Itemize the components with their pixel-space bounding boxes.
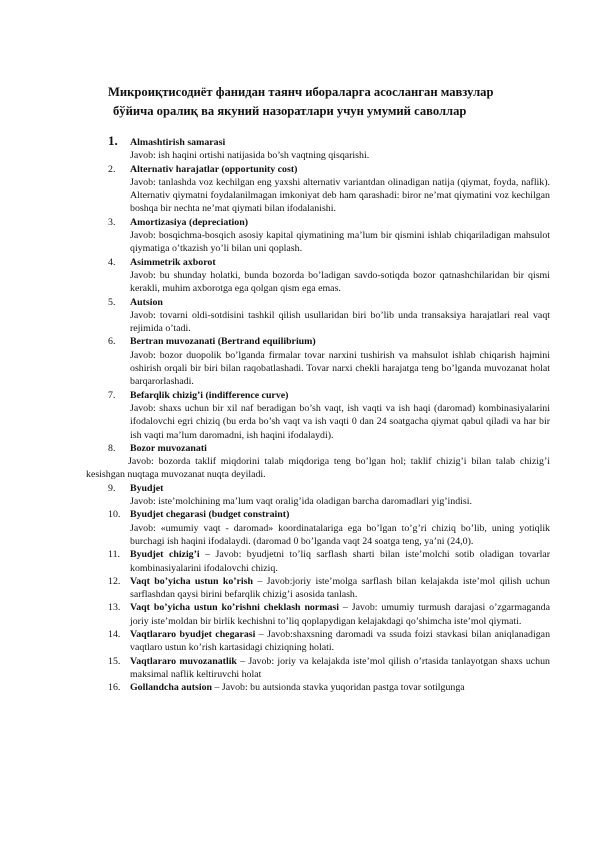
term-heading: Vaqt bo’yicha ustun ko’rishni cheklash normasi [130, 602, 340, 614]
item-number: 8. [108, 442, 116, 454]
term-answer: – Javob: bu autsionda stavka yuqoridan pastga tovar sotilgunga [212, 682, 465, 694]
term-answer: – Javob:shaxsning daromadi va ssuda foizi stavkasi bilan aniqlanadigan vaqtlaro ustun ko’rish kartasidagi chiziqning holati. [130, 628, 551, 654]
item-number: 16. [108, 682, 121, 694]
term-answer: – Javob: byudjetni to’liq sarflash sharti bilan iste’molchi sotib oladigan tovarlar kombinasiyalarini ifodalovchi chiziq. [130, 549, 550, 574]
list-item [108, 508, 550, 548]
term-answer: Javob: bozorda taklif miqdorini talab miqdoriga teng bo’lgan hol; taklif chizig’i bilan talab chizig’i kesishgan nuqtaga muvozanat nuqta deyiladi. [86, 456, 550, 481]
list-item [108, 548, 550, 575]
term-heading: Amortizasiya (depreciation) [130, 216, 249, 228]
term-heading: Befarqlik chizig’i (indifference curve) [130, 389, 289, 401]
term-heading: Alternativ harajatlar (opportunity cost) [130, 163, 298, 175]
list-item [108, 482, 550, 509]
term-heading: Bozor muvozanati [130, 442, 207, 454]
list-item [108, 628, 550, 655]
term-answer: Javob: «umumiy vaqt - daromad» koordinatalariga ega bo’lgan to’g’ri chiziq bo’lib, uning yotiqlik burchagi ish haqini ifodalaydi. (daromad 0 bo’lganda vaqt 24 soatga teng, ya’ni (24,0). [130, 522, 550, 547]
term-heading: Asimmetrik axborot [130, 256, 216, 268]
item-number: 1. [108, 133, 118, 148]
item-number: 11. [108, 549, 120, 561]
term-heading: Vaqtlararo byudjet chegarasi [130, 628, 256, 640]
list-item [108, 575, 550, 602]
term-answer: – Javob:joriy iste’molga sarflash bilan kelajakda iste’mol qilish uchun sarflashdan qaysi birini befarqlik chizig’i asosida tanlash. [130, 575, 550, 601]
term-heading: Byudjet chegarasi (budget constraint) [130, 509, 290, 521]
item-number: 15. [108, 655, 121, 667]
item-number: 5. [108, 296, 116, 308]
list-item [108, 389, 550, 442]
term-answer: Javob: shaxs uchun bir xil naf beradigan bo’sh vaqt, ish vaqti va ish haqi (daromad) kombinasiyalarini ifodalovchi egri chiziq (bu erda bo’sh vaqt va ish vaqti 0 dan 24 soatgacha qiymat qabul qiladi va har bir ish vaqti ma’lum daromadni, ish haqini ifodalaydi). [130, 402, 550, 441]
term-heading: Byudjet chizig’i [130, 549, 200, 561]
term-answer: Javob: bosqichma-bosqich asosiy kapital qiymatining ma’lum bir qismini ishlab chiqariladigan mahsulot qiymatiga o’tkazish yo’li bilan uni qoplash. [130, 230, 550, 255]
item-number: 9. [108, 482, 116, 494]
term-heading: Byudjet [130, 482, 164, 494]
page-title [108, 83, 548, 121]
term-answer: – Javob: joriy va kelajakda iste’mol qilish o’rtasida tanlayotgan shaxs uchun maksimal naflik keltiruvchi holat [130, 655, 550, 680]
term-heading: Autsion [130, 296, 163, 308]
list-item [108, 655, 550, 682]
term-heading: Vaqt bo’yicha ustun ko’rish [130, 575, 254, 587]
list-item [108, 601, 550, 628]
list-item [108, 216, 550, 256]
list-item [108, 296, 550, 336]
list-item [108, 163, 550, 216]
item-number: 7. [108, 389, 116, 401]
term-answer: Javob: bozor duopolik bo’lganda firmalar tovar narxini tushirish va mahsulot ishlab chiqarish hajmini oshirish orqali bir biri bilan raqobatlashadi. Tovar narxi chekli harajatga teng bo’lganda muvozanat holat barqarorlashadi. [130, 349, 550, 388]
list-item [108, 133, 550, 163]
list-item [108, 335, 550, 388]
list-item [108, 681, 550, 694]
item-number: 14. [108, 628, 121, 640]
term-answer: Javob: bu shunday holatki, bunda bozorda bo’ladigan savdo-sotiqda bozor qatnashchilaridan bir qismi kerakli, muhim axborotga ega qolgan qism ega emas. [130, 269, 550, 295]
item-number: 12. [108, 575, 121, 587]
term-answer: – Javob: umumiy turmush darajasi o’zgarmaganda joriy iste’moldan bir birlik kechishni to’liq qoplapydigan kelajakdagi qo’shimcha iste’mol qiymati. [130, 602, 550, 627]
title-line-2: бўйича оралиқ ва якуний назоратлари учун умумий саволлар [113, 104, 467, 118]
item-number: 3. [108, 216, 116, 228]
term-answer: Javob: ish haqini ortishi natijasida bo’sh vaqtning qisqarishi. [130, 150, 370, 162]
term-heading: Almashtirish samarasi [130, 137, 226, 148]
title-line-1: Микроиқтисодиёт фанидан таянч ибораларга асосланган мавзулар [108, 85, 494, 99]
list-item [86, 442, 550, 482]
term-answer: Javob: tanlashda voz kechilgan eng yaxshi alternativ variantdan olinadigan natija (qiymat, foyda, naflik). Alternativ qiymatni foydalanilmagan imkoniyat deb ham qarashadi: biror ne’mat qiymatini voz kechilgan boshqa bir nechta ne’mat qiymati bilan ifodalanishi. [130, 176, 550, 215]
term-heading: Gollandcha autsion [130, 682, 213, 694]
term-answer: Javob: tovarni oldi-sotdisini tashkil qilish usullaridan biri bo’lib unda transaksiya harajatlari real vaqt rejimida o’tadi. [130, 309, 550, 335]
term-answer: Javob: iste’molchining ma’lum vaqt oralig’ida oladigan barcha daromadlari yig’indisi. [130, 496, 472, 508]
term-heading: Bertran muvozanati (Bertrand equilibrium) [130, 336, 316, 348]
item-number: 10. [108, 509, 121, 521]
item-number: 6. [108, 336, 116, 348]
list-item [108, 256, 550, 296]
term-heading: Vaqtlararo muvozanatlik [130, 655, 237, 667]
question-list [86, 133, 551, 694]
item-number: 2. [108, 163, 116, 175]
item-number: 4. [108, 256, 116, 268]
item-number: 13. [108, 602, 121, 614]
